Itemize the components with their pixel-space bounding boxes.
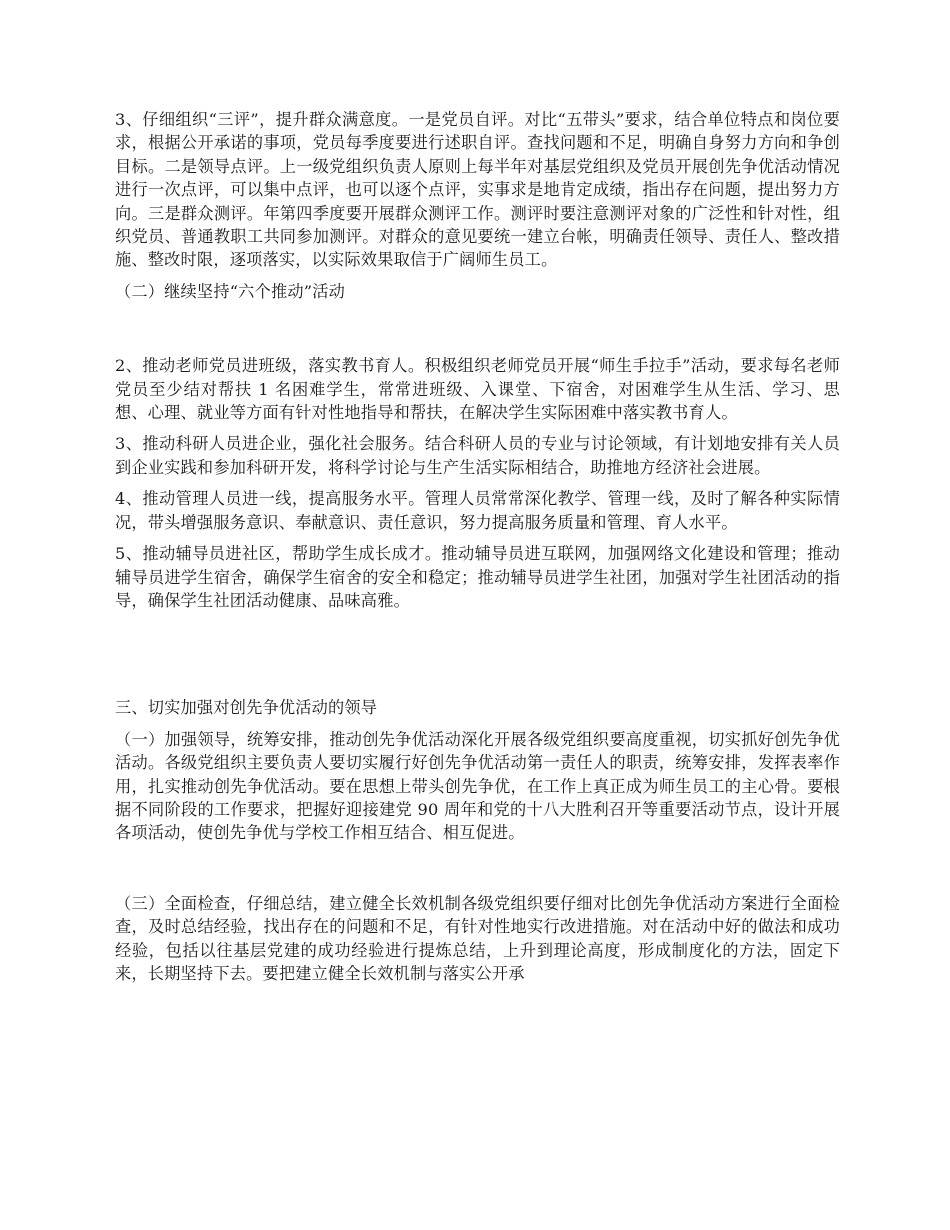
spacer [115,303,840,354]
spacer [115,612,840,696]
paragraph-three-reviews: 3、仔细组织“三评”，提升群众满意度。一是党员自评。对比“五带头”要求，结合单位特点和岗位要求，根据公开承诺的事项，党员每季度要进行述职自评。查找问题和不足，明确自身努力方向和争创目标。二是领导点评。上一级党组织负责人原则上每半年对基层党组织及党员开展创先争优活动情况进行一次点评，可以集中点评，也可以逐个点评，实事求是地肯定成绩，指出存在问题，提出努力方向。三是群众测评。年第四季度要开展群众测评工作。测评时要注意测评对象的广泛性和针对性，组织党员、普通教职工共同参加测评。对群众的意见要统一建立台帐，明确责任领导、责任人、整改措施、整改时限，逐项落实，以实际效果取信于广阔师生员工。 [115,110,840,270]
spacer [115,534,840,542]
spacer [115,272,840,280]
paragraph-strengthen-leadership: （一）加强领导，统筹安排，推动创先争优活动深化开展各级党组织要高度重视，切实抓好创先争优活动。各级党组织主要负责人要切实履行好创先争优活动第一责任人的职责，统筹安排，发挥表率作用，扎实推动创先争优活动。要在思想上带头创先争优，在工作上真正成为师生员工的主心骨。要根据不同阶段的工作要求，把握好迎接建党 90 周年和党的十八大胜利召开等重要活动节点，设计开展各项活动，使创先争优与学校工作相互结合、相互促进。 [115,729,840,843]
paragraph-researchers: 3、推动科研人员进企业，强化社会服务。结合科研人员的专业与讨论领域，有计划地安排有关人员到企业实践和参加科研开发，将科学讨论与生产生活实际相结合，助推地方经济社会进展。 [115,434,840,477]
section-heading-leadership: 三、切实加强对创先争优活动的领导 [115,698,378,718]
paragraph-counselors: 5、推动辅导员进社区，帮助学生成长成才。推动辅导员进互联网，加强网络文化建设和管理；推动辅导员进学生宿舍，确保学生宿舍的安全和稳定；推动辅导员进学生社团，加强对学生社团活动的指导，确保学生社团活动健康、品味高雅。 [115,544,840,610]
spacer [115,479,840,487]
spacer [115,845,840,892]
document-page [115,108,840,985]
paragraph-full-inspection: （三）全面检查，仔细总结，建立健全长效机制各级党组织要仔细对比创先争优活动方案进行全面检查，及时总结经验，找出存在的问题和不足，有针对性地实行改进措施。对在活动中好的做法和成功经验，包括以往基层党建的成功经验进行提炼总结，上升到理论高度，形成制度化的方法，固定下来，长期坚持下去。要把建立健全长效机制与落实公开承 [115,893,840,983]
spacer [115,424,840,432]
paragraph-teacher-members: 2、推动老师党员进班级，落实教书育人。积极组织老师党员开展“师生手拉手”活动，要求每名老师党员至少结对帮扶 1 名困难学生，常常进班级、入课堂、下宿舍，对困难学生从生活、学习、思想、心理、就业等方面有针对性地指导和帮扶，在解决学生实际困难中落实教书育人。 [115,356,840,423]
paragraph-managers: 4、推动管理人员进一线，提高服务水平。管理人员常常深化教学、管理一线，及时了解各种实际情况，带头增强服务意识、奉献意识、责任意识，努力提高服务质量和管理、育人水平。 [115,489,840,532]
subheading-six-promotions: （二）继续坚持“六个推动”活动 [115,281,345,301]
spacer [115,720,840,728]
